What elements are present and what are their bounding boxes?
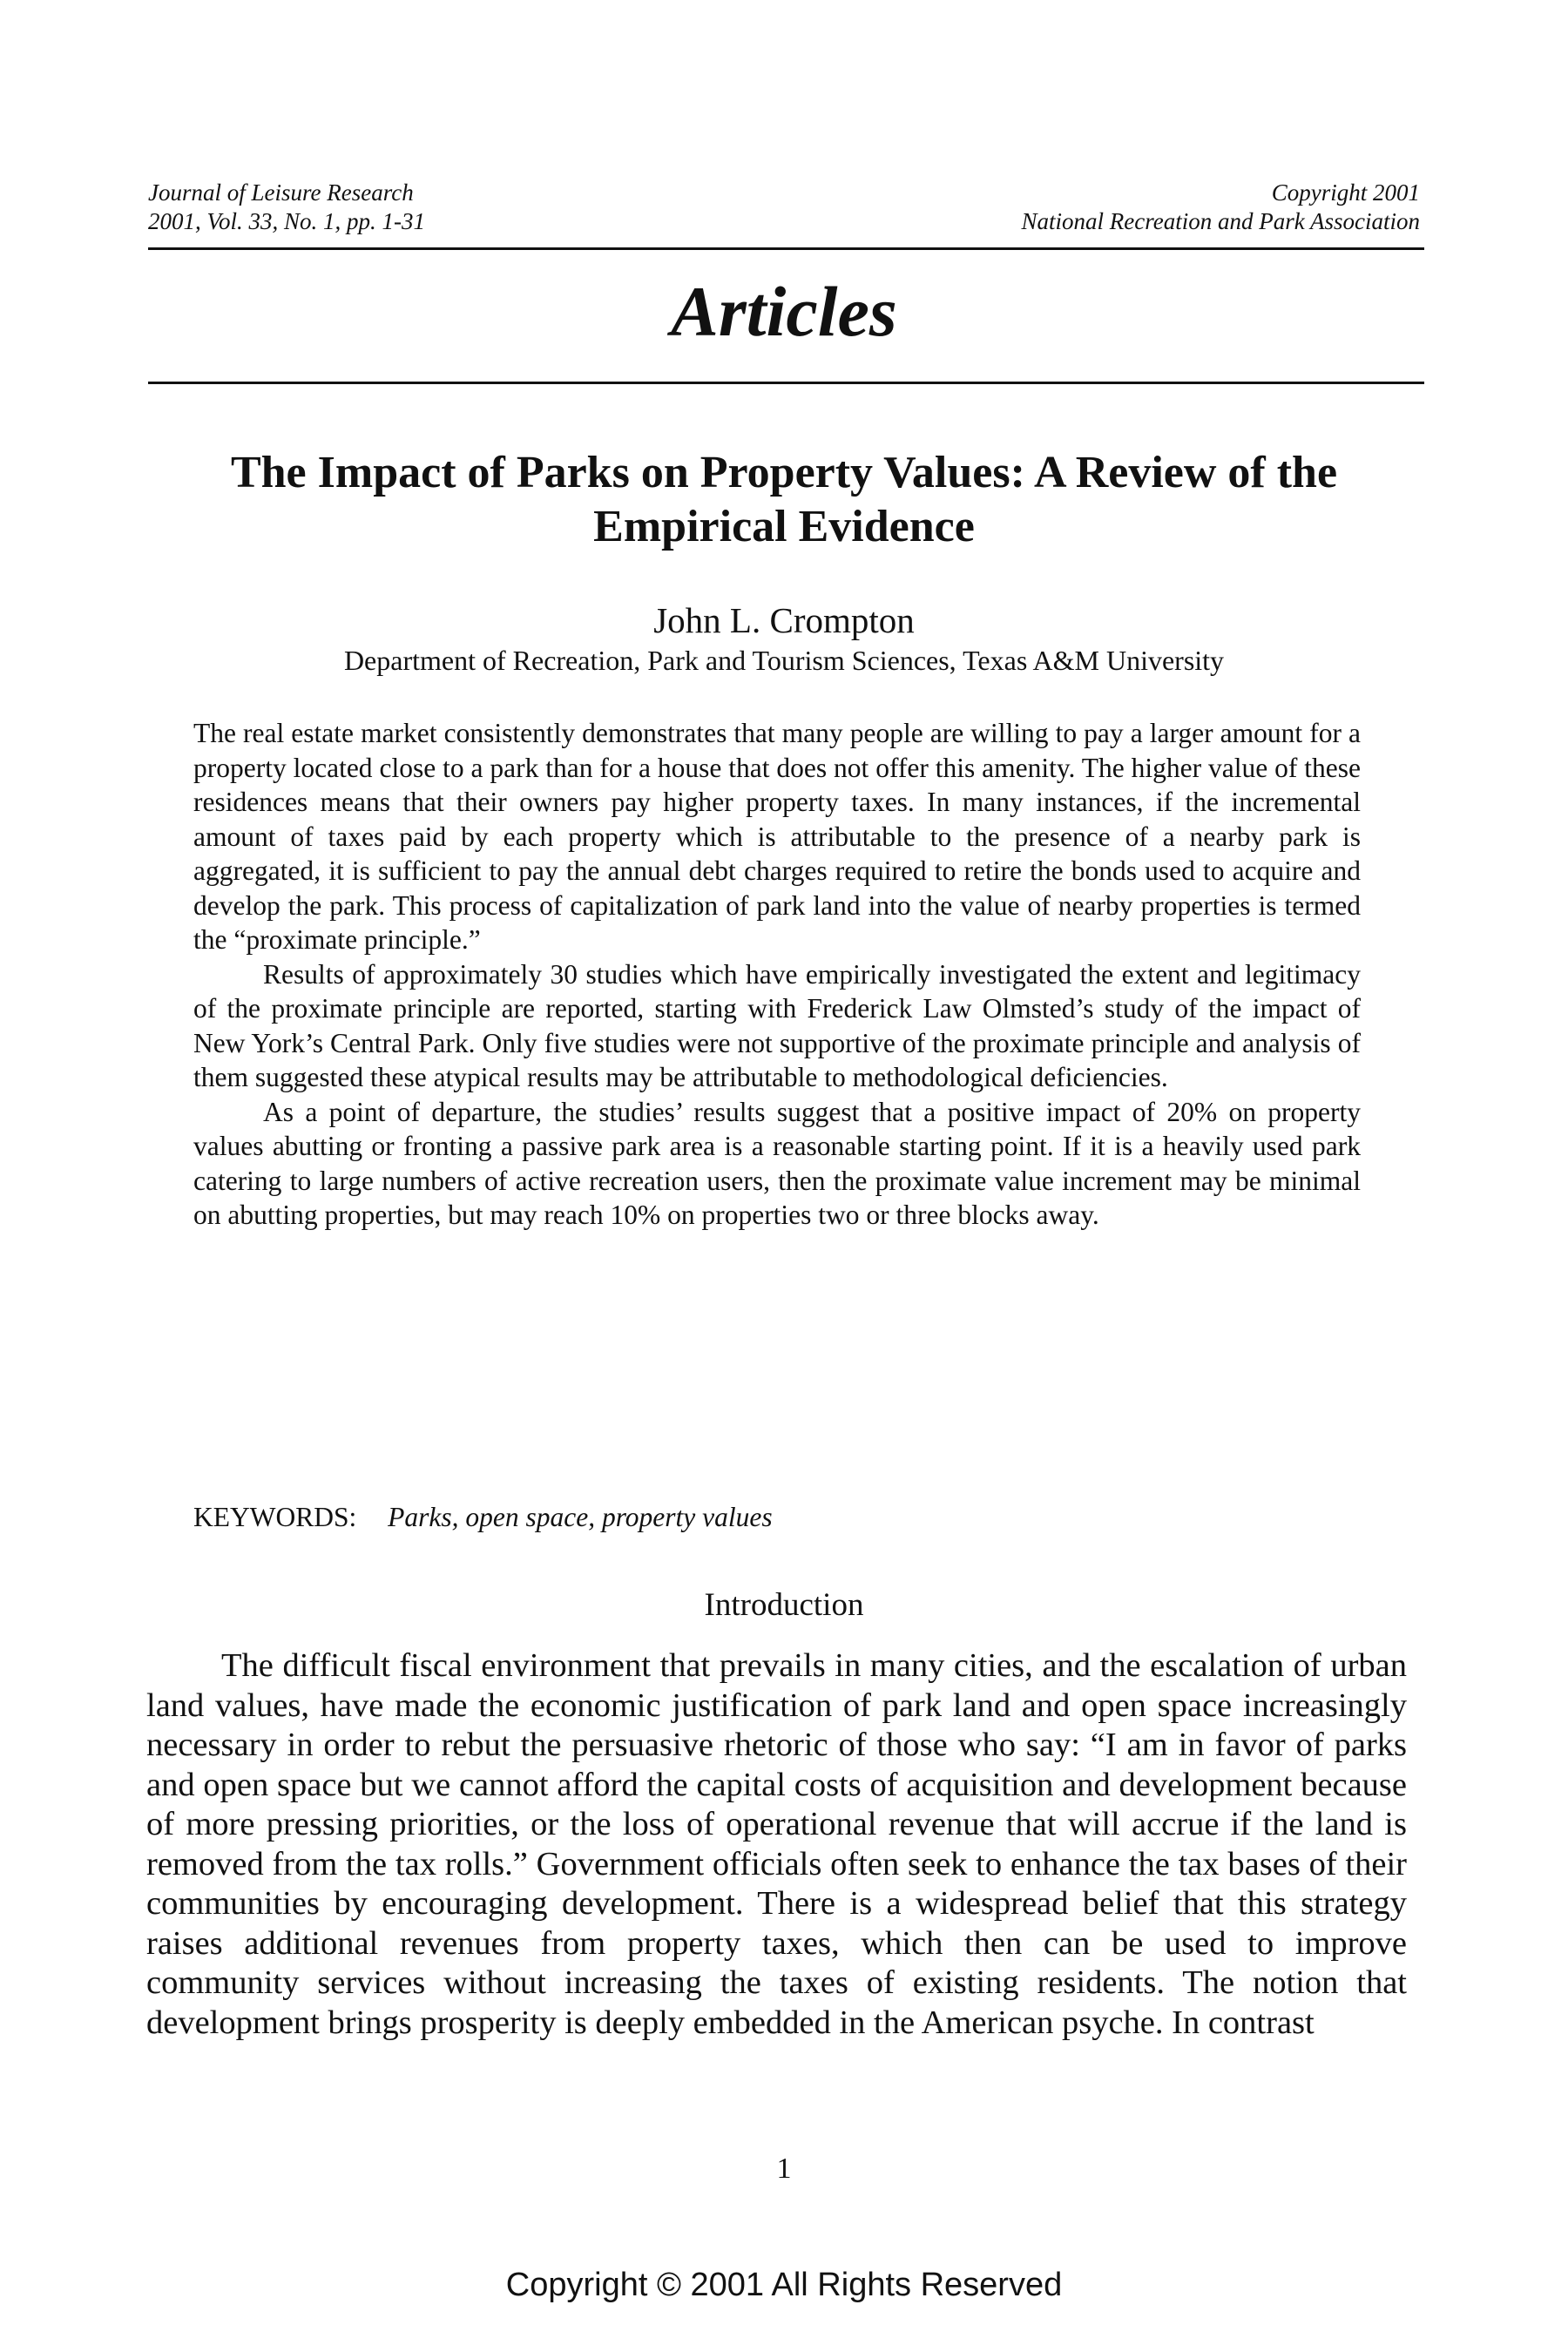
copyright-footer: Copyright © 2001 All Rights Reserved [505, 2267, 1063, 2303]
journal-name: Journal of Leisure Research [148, 179, 414, 206]
introduction-heading: Introduction [704, 1587, 864, 1623]
section-rule [148, 382, 1424, 384]
abstract-paragraph: The real estate market consistently demonstrates that many people are willing to pay a larger amount for a property located close to a park than for a house that does not offer this amenity. The higher value of these residences means that their owners pay higher property taxes. In many instances, if the incremental amount of taxes paid by each property which is attributable to the presence of a nearby park is aggregated, it is sufficient to pay the annual debt charges required to retire the bonds used to acquire and develop the park. This process of capitalization of park land into the value of nearby properties is termed the “proximate principle.” [193, 718, 1361, 955]
abstract-paragraph: As a point of departure, the studies’ results suggest that a positive impact of 20% on property values abutting or fronting a passive park area is a reasonable starting point. If it is a heavily used park catering to large numbers of active recreation users, then the proximate value increment may be minimal on abutting properties, but may reach 10% on properties two or three blocks away. [193, 1096, 1361, 1230]
author-affiliation: Department of Recreation, Park and Tourism Sciences, Texas A&M University [343, 645, 1225, 676]
abstract [193, 716, 1361, 1233]
author-name: John L. Crompton [653, 600, 915, 640]
section-heading: Articles [671, 272, 897, 351]
journal-citation [148, 179, 425, 236]
keywords-list: Parks, open space, property values [388, 1502, 773, 1532]
publisher-name: National Recreation and Park Association [1021, 208, 1420, 234]
abstract-paragraph: Results of approximately 30 studies which have empirically investigated the extent and legitimacy of the proximate principle are reported, starting with Frederick Law Olmsted’s study of the impact of New York’s Central Park. Only five studies were not supportive of the proximate principle and analysis of them suggested these atypical results may be attributable to methodological deficiencies. [193, 958, 1361, 1092]
publisher-notice [1022, 179, 1420, 236]
copyright-year: Copyright 2001 [1271, 179, 1420, 206]
running-header [148, 179, 1420, 245]
page-number: 1 [776, 2153, 792, 2185]
article-title: The Impact of Parks on Property Values: A Review of the Empirical Evidence [230, 448, 1338, 551]
keywords [193, 1500, 1361, 1535]
introduction-body [146, 1646, 1407, 2043]
header-rule [148, 247, 1424, 250]
keywords-label: KEYWORDS: [193, 1502, 357, 1532]
journal-volume-info: 2001, Vol. 33, No. 1, pp. 1-31 [148, 208, 426, 234]
body-paragraph: The difficult fiscal environment that prevails in many cities, and the escalation of urban land values, have made the economic justification of park land and open space increasingly necessary in order to rebut the persuasive rhetoric of those who say: “I am in favor of parks and open space but we cannot afford the capital costs of acquisition and development because of more pressing priorities, or the loss of operational revenue that will accrue if the land is removed from the tax rolls.” Government officials often seek to enhance the tax bases of their communities by encouraging development. There is a widespread belief that this strategy raises additional revenues from property taxes, which then can be used to improve community services without increasing the taxes of existing residents. The notion that development brings prosperity is deeply embedded in the American psyche. In contrast [146, 1647, 1407, 2041]
